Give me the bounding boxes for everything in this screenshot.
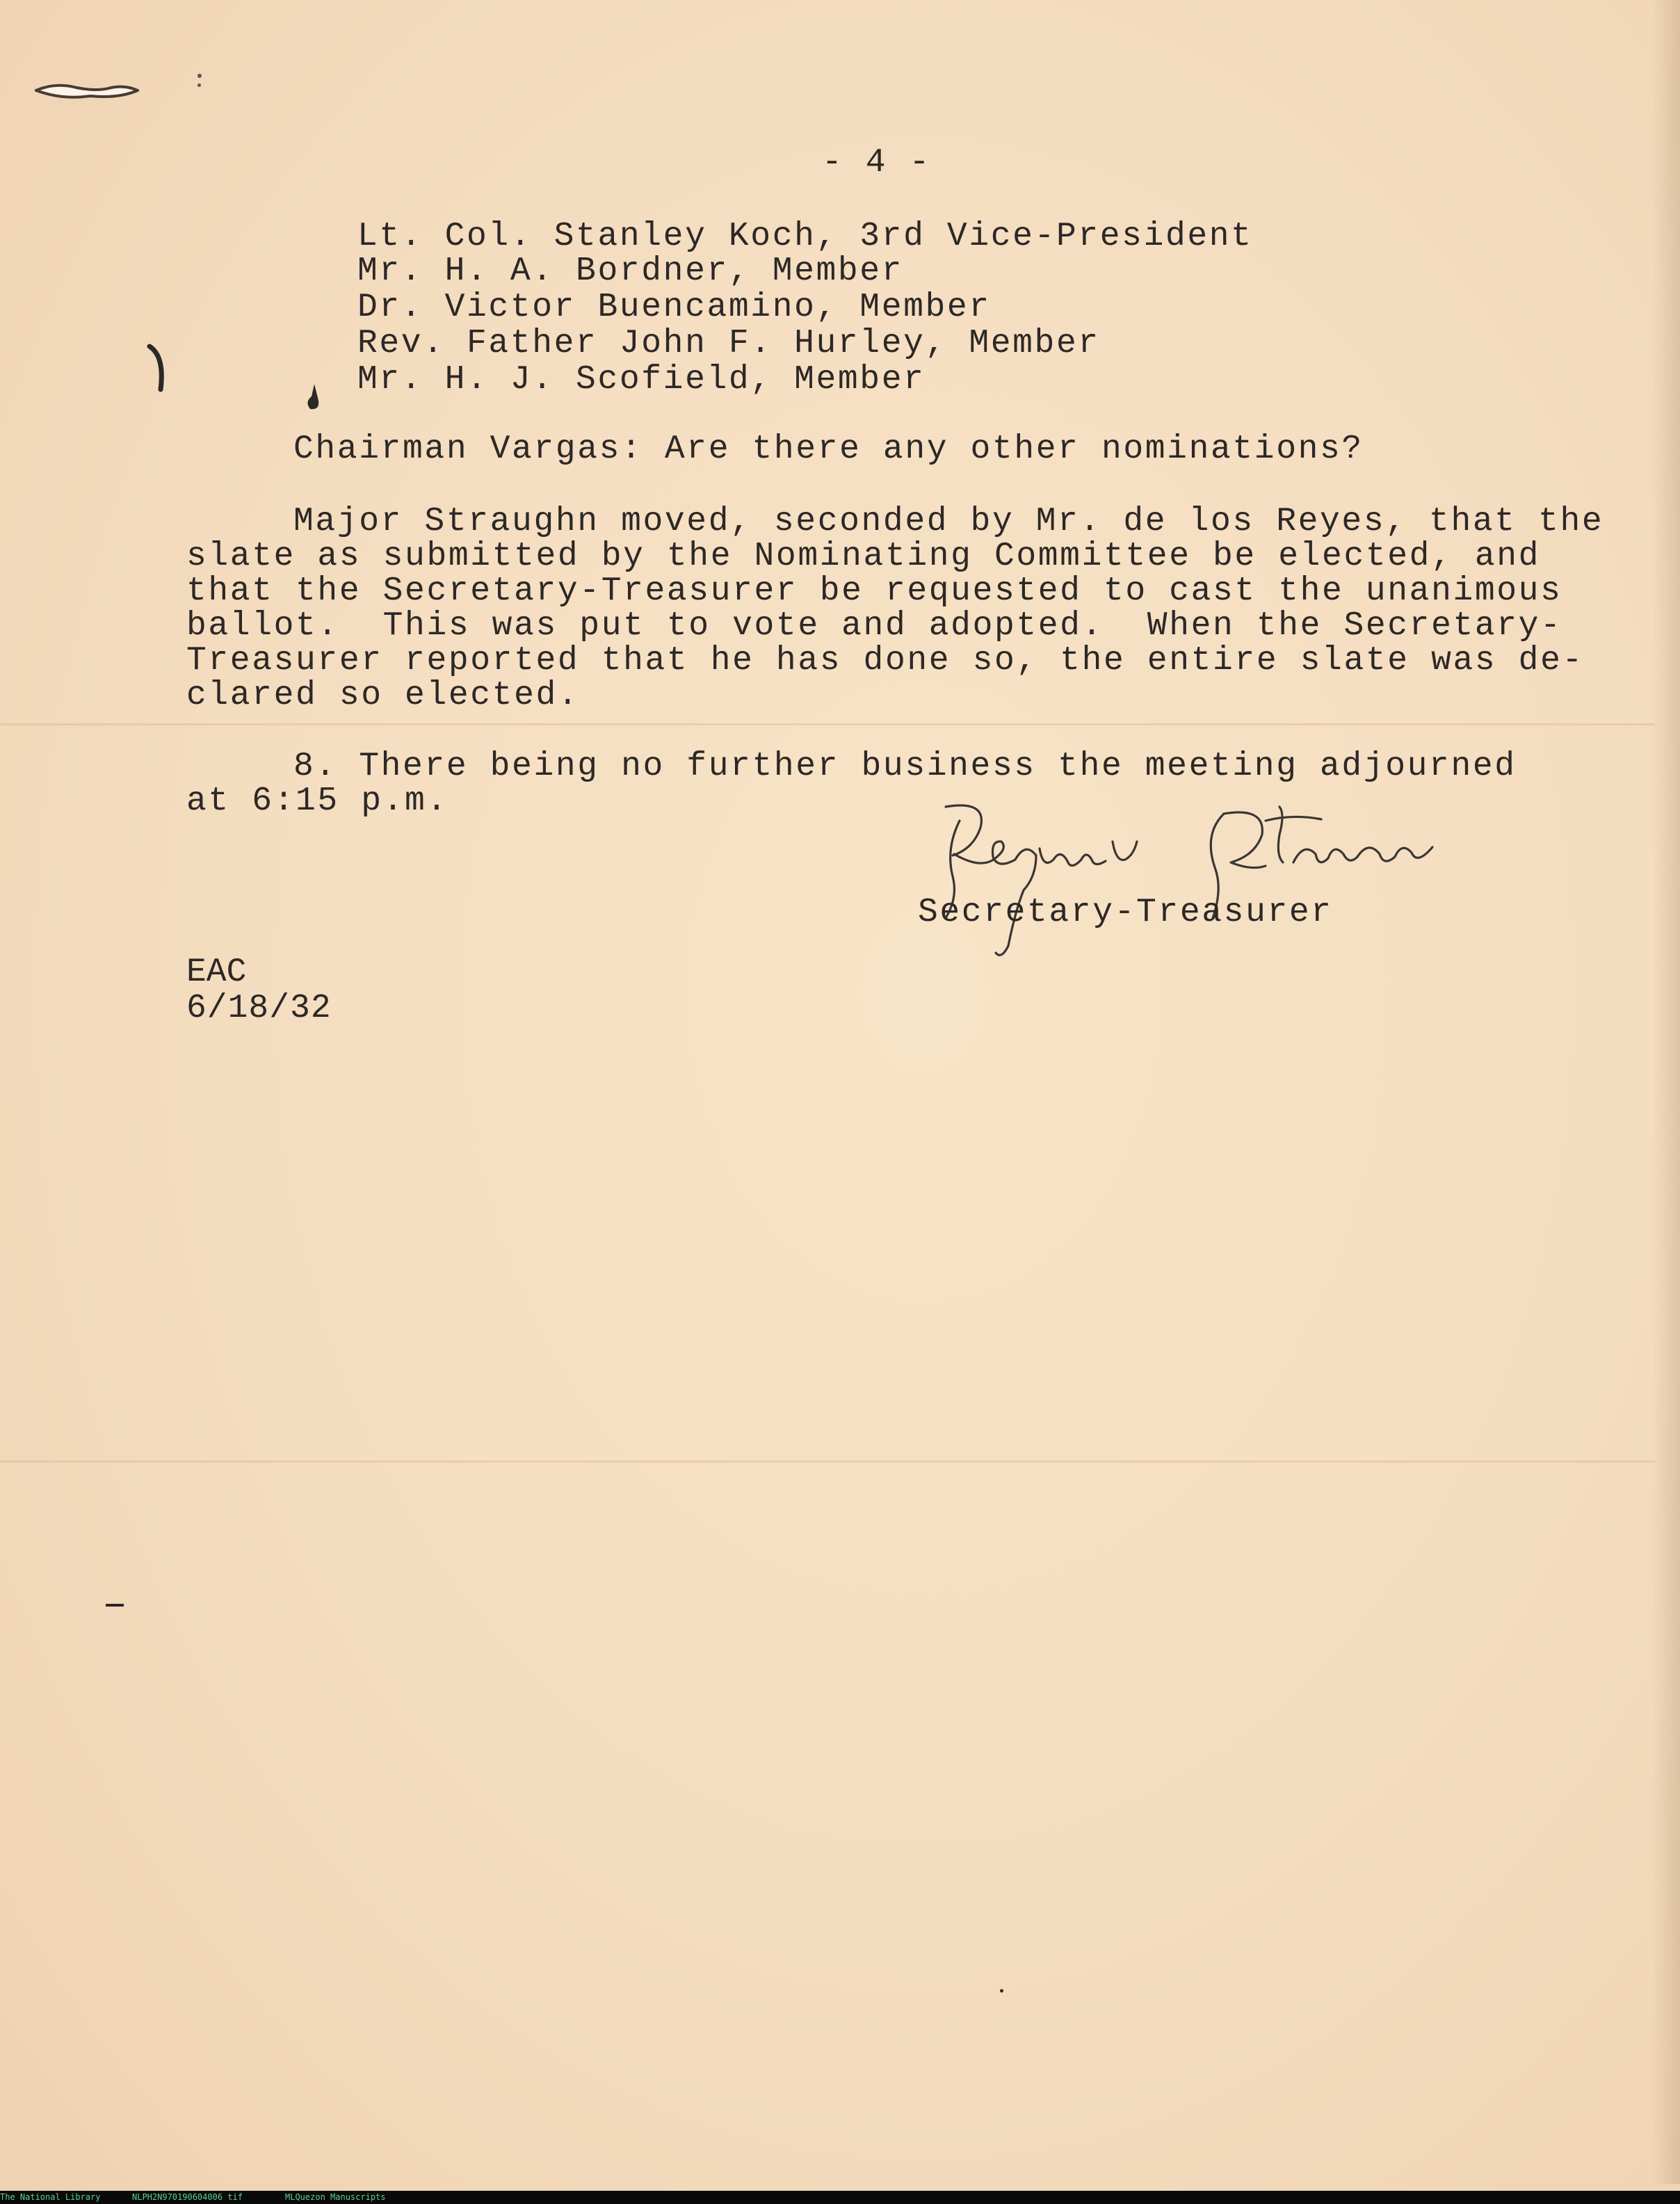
margin-dash-mark: [106, 1604, 124, 1607]
chairman-question: Chairman Vargas: Are there any other nominations?: [293, 431, 1364, 468]
scan-footer-bar: [0, 2191, 1680, 2204]
officer-line: Mr. H. J. Scofield, Member: [357, 361, 926, 399]
officer-line: Mr. H. A. Bordner, Member: [357, 252, 904, 290]
document-date: 6/18/32: [186, 990, 332, 1027]
paper-edge-shadow: [1652, 0, 1680, 2184]
motion-line: Treasurer reported that he has done so, the entire slate was de-: [186, 642, 1584, 679]
footer-collection: MLQuezon Manuscripts: [285, 2192, 386, 2202]
punch-hole-mark: [35, 78, 139, 102]
ink-speck: [197, 83, 201, 87]
typist-initials: EAC: [186, 954, 247, 991]
adjournment-line: at 6:15 p.m.: [186, 782, 449, 820]
motion-line: that the Secretary-Treasurer be requested to cast the unanimous: [186, 572, 1562, 610]
fold-line: [0, 723, 1655, 725]
officer-line: Lt. Col. Stanley Koch, 3rd Vice-President: [357, 218, 1253, 255]
page-number: - 4 -: [822, 144, 932, 182]
motion-line: slate as submitted by the Nominating Committee be elected, and: [186, 538, 1541, 575]
motion-line: Major Straughn moved, seconded by Mr. de los Reyes, that the: [293, 503, 1604, 540]
margin-tick-mark: [143, 341, 177, 396]
officer-line: Rev. Father John F. Hurley, Member: [357, 325, 1100, 362]
motion-line: ballot. This was put to vote and adopted. When the Secretary-: [186, 607, 1562, 645]
footer-file: NLPH2N970190604006 tif: [132, 2192, 243, 2202]
handwritten-signature: [904, 793, 1495, 974]
ink-speck: [1000, 1989, 1003, 1993]
fold-line: [0, 1461, 1655, 1463]
motion-line: clared so elected.: [186, 677, 580, 714]
margin-ink-mark: [299, 381, 327, 416]
signature-title: Secretary-Treasurer: [918, 894, 1333, 931]
officer-line: Dr. Victor Buencamino, Member: [357, 289, 991, 326]
ink-speck: [197, 74, 202, 78]
footer-library: The National Library: [0, 2192, 101, 2202]
adjournment-line: 8. There being no further business the meeting adjourned: [293, 748, 1517, 785]
